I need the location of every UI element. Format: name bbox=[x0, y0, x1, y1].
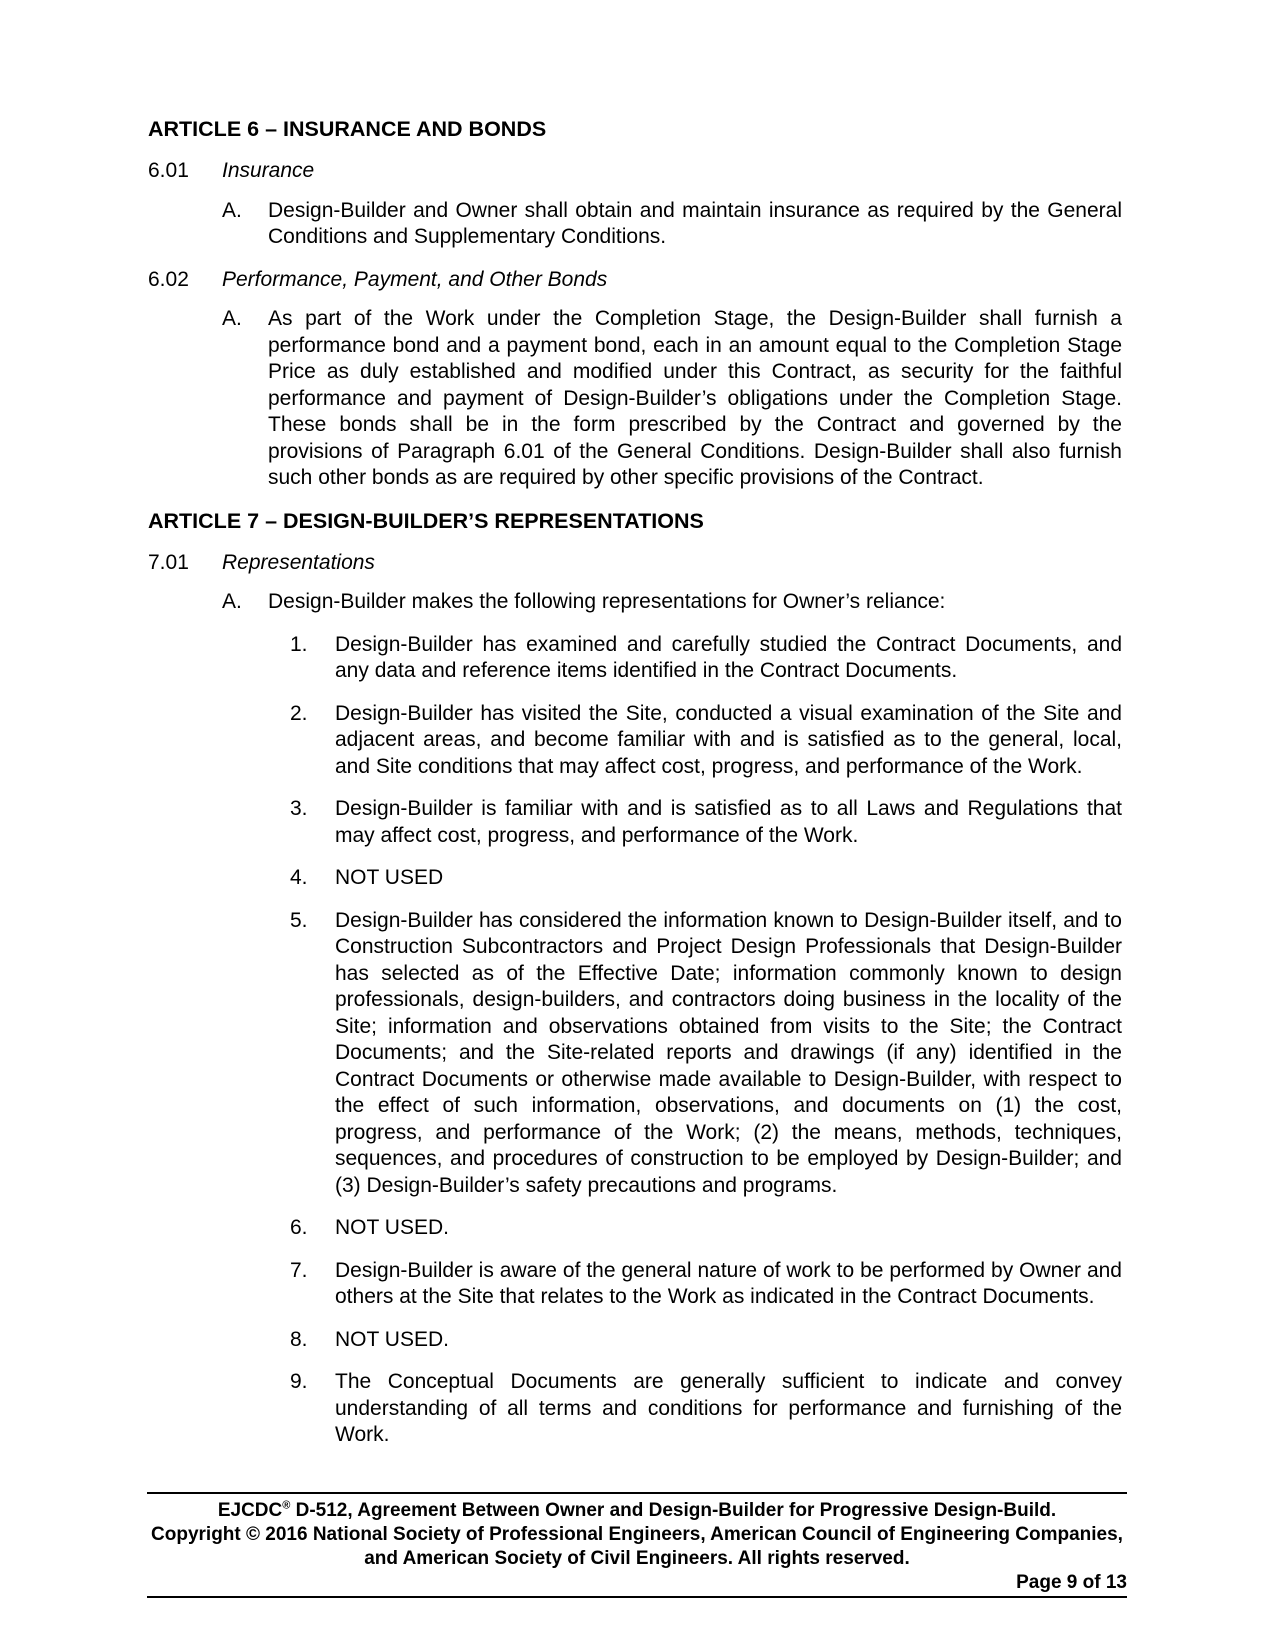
paragraph-text: As part of the Work under the Completion Stage, the Design-Builder shall furnish a performance bond and a payment bond, each in an amount equal to the Completion Stage Price as duly established and modified under this Contract, as security for the faithful performance and payment of Design-Builder’s obligations under the Completion Stage. These bonds shall be in the form prescribed by the Contract and governed by the provisions of Paragraph 6.01 of the General Conditions. Design-Builder shall also furnish such other bonds as are required by other specific provisions of the Contract. bbox=[268, 307, 1122, 489]
section-6-01 bbox=[148, 158, 1122, 185]
paragraph-label: A. bbox=[222, 590, 242, 613]
section-number: 7.01 bbox=[148, 550, 189, 574]
page-footer bbox=[147, 1492, 1127, 1598]
section-title: Performance, Payment, and Other Bonds bbox=[222, 267, 608, 291]
list-item-6 bbox=[290, 1215, 1122, 1242]
list-item-text: Design-Builder has examined and carefully studied the Contract Documents, and any data and reference items identified in the Contract Documents. bbox=[335, 632, 1122, 682]
list-item-number: 6. bbox=[290, 1216, 308, 1239]
section-title: Insurance bbox=[222, 159, 315, 182]
page-number: Page 9 of 13 bbox=[1016, 1572, 1127, 1593]
section-number: 6.02 bbox=[148, 267, 189, 291]
list-item-text: Design-Builder is aware of the general nature of work to be performed by Owner and others at the Site that relates to the Work as indicated in the Contract Documents. bbox=[335, 1258, 1122, 1308]
paragraph-text: Design-Builder and Owner shall obtain and maintain insurance as required by the General Conditions and Supplementary Conditions. bbox=[268, 198, 1122, 248]
article-7-heading: ARTICLE 7 – DESIGN-BUILDER’S REPRESENTATIONS bbox=[148, 508, 704, 533]
paragraph-label: A. bbox=[222, 198, 242, 222]
footer-brand: EJCDC bbox=[217, 1500, 283, 1521]
list-item-number: 4. bbox=[290, 866, 308, 889]
list-item-text: Design-Builder has visited the Site, conducted a visual examination of the Site and adjacent areas, and become familiar with and is satisfied as to the general, local, and Site conditions that may affect cost, progress, and performance of the Work. bbox=[335, 701, 1122, 778]
section-7-01 bbox=[148, 550, 1122, 577]
list-item-2 bbox=[290, 701, 1122, 781]
list-item-number: 9. bbox=[290, 1370, 308, 1393]
list-item-text: NOT USED bbox=[335, 866, 444, 889]
list-item-text: NOT USED. bbox=[335, 1216, 449, 1239]
list-item-number: 5. bbox=[290, 908, 308, 932]
list-item-text: The Conceptual Documents are generally sufficient to indicate and convey understanding of all terms and conditions for performance and furnishing of the Work. bbox=[335, 1370, 1122, 1446]
paragraph-7-01-A bbox=[222, 589, 1122, 616]
list-item-text: Design-Builder is familiar with and is satisfied as to all Laws and Regulations that may affect cost, progress, and performance of the Work. bbox=[335, 797, 1122, 847]
list-item-9 bbox=[290, 1369, 1122, 1449]
footer-line-3: and American Society of Civil Engineers. All rights reserved. bbox=[364, 1548, 910, 1569]
list-item-text: Design-Builder has considered the information known to Design-Builder itself, and to Construction Subcontractors and Project Design Professionals that Design-Builder has selected as of the Effective Date; information commonly known to design professionals, design-builders, and contractors doing business in the locality of the Site; information and observations obtained from visits to the Site; the Contract Documents; and the Site-related reports and drawings (if any) identified in the Contract Documents or otherwise made available to Design-Builder, with respect to the effect of such information, observations, and documents on (1) the cost, progress, and performance of the Work; (2) the means, methods, techniques, sequences, and procedures of construction to be employed by Design-Builder; and (3) Design-Builder’s safety precautions and programs. bbox=[335, 908, 1122, 1197]
list-item-number: 3. bbox=[290, 797, 308, 820]
list-item-8 bbox=[290, 1327, 1122, 1354]
section-title: Representations bbox=[222, 550, 375, 574]
paragraph-text: Design-Builder makes the following representations for Owner’s reliance: bbox=[268, 590, 946, 613]
list-item-7 bbox=[290, 1258, 1122, 1311]
footer-line-1 bbox=[147, 1499, 1127, 1523]
list-item-1 bbox=[290, 632, 1122, 685]
list-item-number: 2. bbox=[290, 701, 308, 725]
paragraph-6-01-A bbox=[222, 198, 1122, 251]
list-item-text: NOT USED. bbox=[335, 1327, 449, 1351]
list-item-3 bbox=[290, 796, 1122, 849]
list-item-number: 8. bbox=[290, 1327, 308, 1351]
footer-line-2: Copyright © 2016 National Society of Professional Engineers, American Council of Engineering Companies, bbox=[151, 1524, 1123, 1545]
section-number: 6.01 bbox=[148, 159, 189, 182]
list-item-number: 1. bbox=[290, 632, 308, 656]
list-item-number: 7. bbox=[290, 1258, 308, 1282]
article-6-heading: ARTICLE 6 – INSURANCE AND BONDS bbox=[148, 117, 547, 141]
paragraph-6-02-A bbox=[222, 306, 1122, 492]
list-item-4 bbox=[290, 865, 1122, 892]
registered-trademark-symbol: ® bbox=[282, 1499, 291, 1512]
paragraph-label: A. bbox=[222, 307, 242, 330]
document-body bbox=[148, 116, 1122, 1465]
footer-line-1-text: D-512, Agreement Between Owner and Design-Builder for Progressive Design-Build. bbox=[290, 1500, 1057, 1521]
list-item-5 bbox=[290, 908, 1122, 1200]
section-6-02 bbox=[148, 267, 1122, 294]
